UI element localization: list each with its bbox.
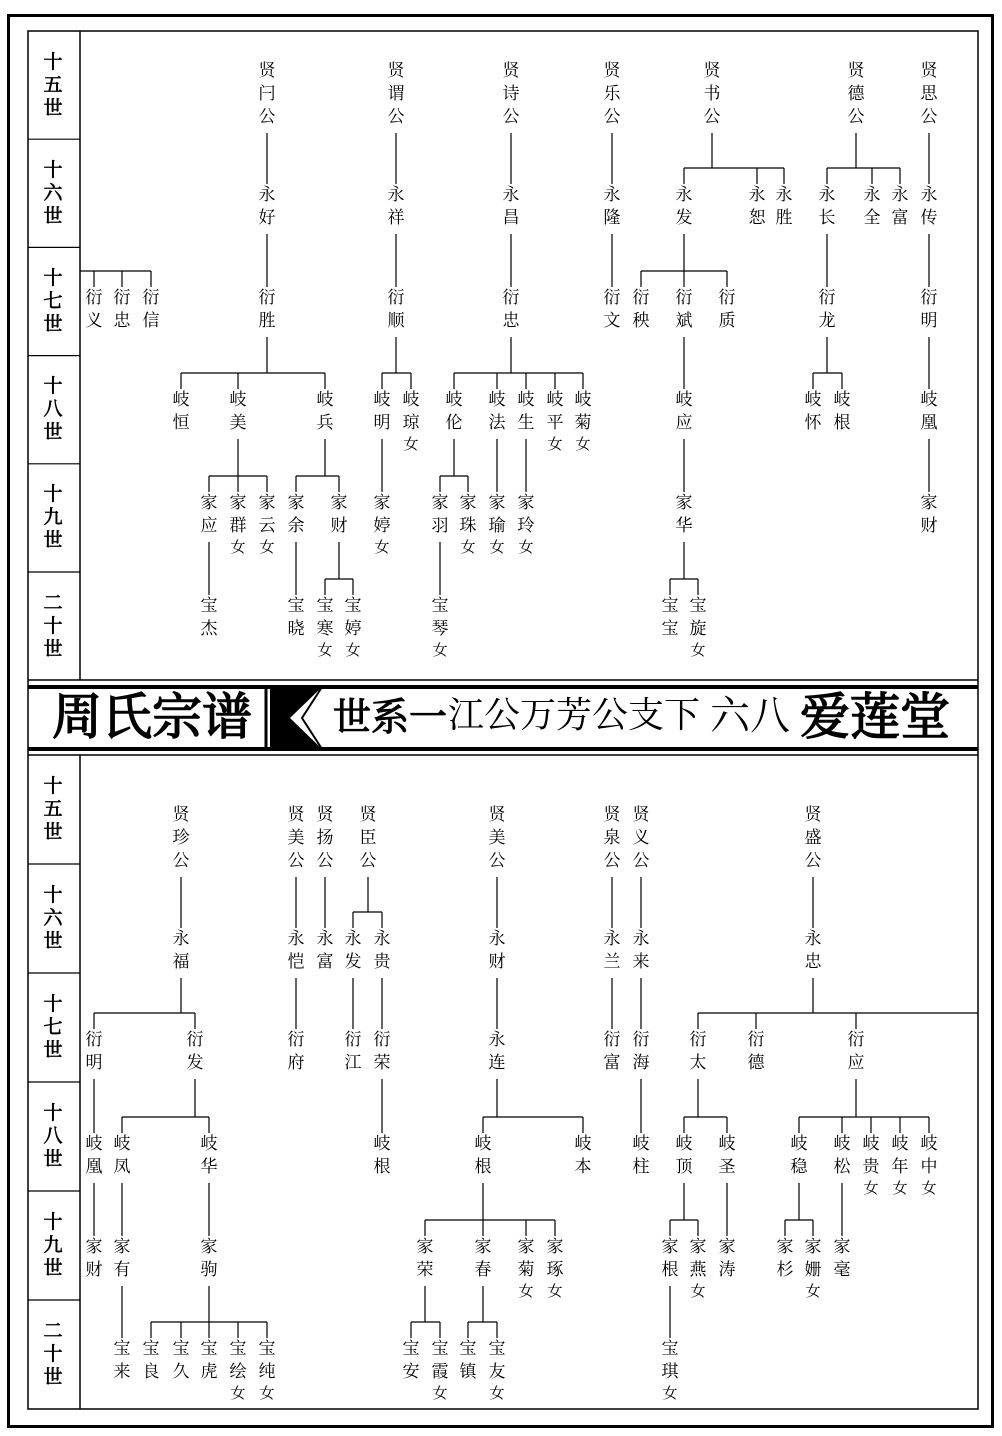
person-name — [604, 288, 621, 331]
person-name — [114, 288, 132, 331]
person-name-text: 家羽 — [431, 493, 449, 536]
person-name — [676, 288, 693, 331]
person-name-text: 衍发 — [186, 1030, 204, 1073]
person-name — [503, 61, 521, 127]
top-generation-label: 十 七 世 — [43, 267, 63, 335]
person-name-text: 家驹 — [200, 1237, 218, 1280]
top-generation-label: 十 六 世 — [43, 158, 63, 227]
person-name-text: 贤谓公 — [387, 61, 405, 127]
person-name — [489, 1339, 506, 1402]
person-name — [403, 1339, 420, 1382]
person-name — [143, 1339, 160, 1382]
person-name-text: 衍应 — [847, 1030, 865, 1073]
top-generation-label: 十 九 世 — [43, 483, 63, 552]
person-name — [201, 1237, 218, 1280]
person-name — [489, 390, 507, 433]
person-name — [604, 61, 622, 127]
person-name — [114, 1237, 131, 1280]
person-name — [518, 1237, 535, 1300]
person-name — [317, 596, 334, 659]
person-name-text: 家余 — [287, 493, 305, 536]
bottom-generation-label: 十 五 世 — [43, 775, 63, 843]
person-name-text: 家应 — [200, 493, 218, 536]
person-name — [173, 805, 191, 871]
person-name-text: 衍海 — [632, 1030, 650, 1073]
person-name — [230, 1339, 247, 1402]
person-name — [719, 288, 736, 331]
person-name-text: 宝宝 — [661, 596, 679, 639]
person-name — [489, 929, 506, 972]
person-name-text: 衍秧 — [632, 288, 650, 331]
person-name-text: 家华 — [675, 493, 693, 536]
person-name — [604, 929, 621, 972]
person-name — [848, 1030, 865, 1073]
person-name — [360, 805, 378, 871]
person-name — [201, 1339, 218, 1382]
person-name — [749, 185, 767, 228]
person-name — [834, 1134, 852, 1177]
person-name — [259, 493, 276, 556]
person-name-text: 家菊女 — [517, 1237, 535, 1300]
person-name-text: 衍富 — [603, 1030, 621, 1073]
person-name — [460, 493, 477, 556]
person-name-text: 岐本 — [574, 1134, 592, 1177]
person-name-text: 永祥 — [387, 185, 405, 228]
person-name-text: 宝久 — [172, 1339, 190, 1382]
person-name — [374, 1134, 391, 1177]
person-name-text: 衍质 — [718, 288, 736, 331]
person-name — [892, 1134, 909, 1197]
person-name — [604, 805, 622, 871]
person-name-text: 家春 — [474, 1237, 492, 1280]
person-name-text: 宝旋女 — [689, 596, 707, 659]
person-name — [690, 1237, 708, 1300]
top-generation-label: 十 八 世 — [43, 375, 63, 444]
person-name-text: 永发 — [344, 929, 362, 972]
person-name-text: 贤德公 — [847, 61, 865, 127]
person-name — [503, 185, 520, 228]
person-name — [230, 493, 247, 556]
person-name — [432, 596, 449, 659]
person-name — [86, 1237, 103, 1280]
person-name-text: 宝霞女 — [431, 1339, 449, 1402]
person-name-text: 岐根 — [833, 390, 851, 433]
person-name — [719, 1237, 736, 1280]
person-name — [173, 929, 190, 972]
person-name — [114, 1339, 131, 1382]
person-name — [201, 1134, 218, 1177]
person-name-text: 衍府 — [287, 1030, 305, 1073]
bottom-generation-label: 十 九 世 — [43, 1211, 63, 1279]
person-name-text: 永富 — [891, 185, 909, 228]
bottom-generation-label: 十 八 世 — [43, 1102, 63, 1170]
person-name-text: 宝纯女 — [258, 1339, 276, 1402]
person-name — [805, 390, 823, 433]
person-name — [575, 390, 592, 453]
person-name — [921, 61, 939, 127]
person-name-text: 永传 — [920, 185, 938, 228]
person-name — [704, 61, 722, 127]
person-name-text: 贤义公 — [632, 805, 650, 871]
person-name-text: 家有 — [113, 1237, 131, 1280]
person-name-text: 宝虎 — [200, 1339, 218, 1382]
person-name-text: 宝婷女 — [344, 596, 362, 659]
person-name-text: 家云女 — [258, 493, 276, 556]
person-name-text: 岐圣 — [718, 1134, 736, 1177]
person-name-text: 岐松 — [833, 1134, 851, 1177]
person-name-text: 家荣 — [416, 1237, 434, 1280]
person-name-text: 永长 — [818, 185, 836, 228]
person-name — [848, 61, 866, 127]
person-name-text: 家根 — [661, 1237, 679, 1280]
person-name-text: 贤美公 — [488, 805, 506, 871]
person-name-text: 岐应 — [675, 390, 693, 433]
person-name-text: 家财 — [85, 1237, 103, 1280]
person-name — [460, 1339, 478, 1382]
person-name — [921, 288, 938, 331]
bottom-generation-label: 二 十 世 — [43, 1320, 63, 1388]
person-name-text: 永福 — [172, 929, 190, 972]
branch-label: 江公万芳公支下 — [448, 695, 701, 736]
person-name-text: 贤盛公 — [804, 805, 822, 871]
person-name-text: 永胜 — [775, 185, 793, 228]
person-name — [633, 1134, 650, 1177]
person-name-text: 宝绘女 — [229, 1339, 247, 1402]
person-name-text: 贤诗公 — [502, 61, 520, 127]
person-name — [259, 185, 276, 228]
person-name — [921, 1134, 938, 1197]
person-name-text: 宝杰 — [200, 596, 218, 639]
person-name — [805, 1237, 822, 1300]
person-name — [374, 493, 391, 556]
person-name-text: 宝琴女 — [431, 596, 449, 659]
person-name-text: 岐恒 — [172, 390, 190, 433]
person-name-text: 岐平女 — [546, 390, 564, 453]
person-name-text: 家涛 — [718, 1237, 736, 1280]
person-name — [633, 288, 650, 331]
person-name-text: 永富 — [316, 929, 334, 972]
person-name — [805, 929, 823, 972]
person-name-text: 永全 — [863, 185, 881, 228]
person-name-text: 衍德 — [747, 1030, 765, 1073]
person-name-text: 衍江 — [344, 1030, 362, 1073]
person-name — [748, 1030, 766, 1073]
person-name-text: 衍明 — [920, 288, 938, 331]
person-name — [259, 1339, 276, 1402]
person-name-text: 岐中女 — [920, 1134, 938, 1197]
person-name-text: 家瑜女 — [488, 493, 506, 556]
person-name-text: 家毫 — [833, 1237, 851, 1280]
person-name — [633, 805, 651, 871]
person-name-text: 岐生 — [517, 390, 535, 433]
person-name — [575, 1134, 592, 1177]
person-name-text: 衍义 — [85, 288, 103, 331]
person-name-text: 贤珍公 — [172, 805, 190, 871]
person-name — [317, 390, 334, 433]
person-name — [259, 61, 277, 127]
person-name — [403, 390, 421, 453]
person-name — [819, 288, 836, 331]
person-name-text: 贤乐公 — [603, 61, 621, 127]
person-name — [921, 493, 938, 536]
person-name — [345, 929, 362, 972]
person-name — [547, 1237, 564, 1300]
person-name-text: 家婷女 — [373, 493, 391, 556]
person-name — [676, 1134, 694, 1177]
person-name — [86, 1030, 103, 1073]
person-name — [547, 390, 564, 453]
person-name — [676, 185, 693, 228]
person-name-text: 岐兵 — [316, 390, 334, 433]
person-name — [230, 390, 247, 433]
person-name-text: 岐顶 — [675, 1134, 693, 1177]
top-generation-label: 十 五 世 — [43, 50, 63, 119]
person-name — [690, 1030, 707, 1073]
person-name — [114, 1134, 131, 1177]
person-name-text: 岐菊女 — [574, 390, 592, 453]
person-name-text: 永连 — [488, 1030, 506, 1073]
person-name-text: 岐稳 — [790, 1134, 808, 1177]
person-name-text: 永好 — [258, 185, 276, 228]
person-name-text: 家燕女 — [689, 1237, 707, 1300]
person-name-text: 衍忠 — [502, 288, 520, 331]
person-name — [518, 493, 535, 556]
person-name — [288, 805, 306, 871]
person-name — [288, 493, 305, 536]
person-name — [921, 390, 938, 433]
person-name-text: 岐凰 — [85, 1134, 103, 1177]
person-name — [719, 1134, 736, 1177]
person-name — [446, 390, 463, 433]
person-name-text: 衍太 — [689, 1030, 707, 1073]
person-name — [345, 596, 362, 659]
person-name-text: 衍顺 — [387, 288, 405, 331]
person-name — [317, 929, 334, 972]
person-name — [374, 929, 392, 972]
person-name-text: 贤臣公 — [359, 805, 377, 871]
person-name-text: 衍荣 — [373, 1030, 391, 1073]
person-name-text: 永发 — [675, 185, 693, 228]
person-name-text: 衍忠 — [113, 288, 131, 331]
person-name — [432, 1339, 449, 1402]
person-name — [791, 1134, 809, 1177]
person-name-text: 岐凰 — [920, 390, 938, 433]
person-name — [388, 288, 406, 331]
person-name — [288, 596, 305, 639]
person-name-text: 宝友女 — [488, 1339, 506, 1402]
person-name-text: 衍胜 — [258, 288, 276, 331]
person-name-text: 岐法 — [488, 390, 506, 433]
person-name — [345, 1030, 362, 1073]
person-name — [662, 1339, 680, 1402]
series-label: 世系一 — [333, 695, 448, 739]
person-name — [892, 185, 909, 228]
person-name-text: 永隆 — [603, 185, 621, 228]
person-name-text: 宝来 — [113, 1339, 131, 1382]
person-name-text: 永来 — [632, 929, 650, 972]
person-name — [518, 390, 535, 433]
person-name-text: 永昌 — [502, 185, 520, 228]
person-name-text: 衍信 — [142, 288, 160, 331]
person-name-text: 宝琪女 — [661, 1339, 679, 1402]
person-name — [776, 185, 793, 228]
person-name-text: 岐年女 — [891, 1134, 909, 1197]
person-name — [863, 1134, 881, 1197]
person-name — [187, 1030, 204, 1073]
person-name-text: 永财 — [488, 929, 506, 972]
person-name — [921, 185, 938, 228]
person-name-text: 贤思公 — [920, 61, 938, 127]
person-name-text: 岐美 — [229, 390, 247, 433]
person-name-text: 贤闩公 — [258, 61, 276, 127]
person-name — [489, 1030, 506, 1073]
person-name — [503, 288, 521, 331]
person-name — [143, 288, 160, 331]
person-name-text: 家玲女 — [517, 493, 535, 556]
person-name — [834, 1237, 851, 1280]
person-name — [834, 390, 851, 433]
person-name — [201, 596, 219, 639]
person-name-text: 宝寒女 — [316, 596, 334, 659]
person-name — [805, 805, 823, 871]
person-name — [317, 805, 335, 871]
person-name — [86, 288, 103, 331]
person-name — [662, 1237, 679, 1280]
person-name-text: 岐伦 — [445, 390, 463, 433]
person-name-text: 宝良 — [142, 1339, 160, 1382]
person-name — [432, 493, 449, 536]
top-generation-label: 二 十 世 — [43, 591, 63, 660]
person-name — [374, 1030, 391, 1073]
person-name-text: 永兰 — [603, 929, 621, 972]
person-name-text: 家姗女 — [804, 1237, 822, 1300]
person-name — [331, 493, 348, 536]
person-name-text: 衍明 — [85, 1030, 103, 1073]
person-name — [676, 390, 693, 433]
person-name-text: 衍斌 — [675, 288, 693, 331]
person-name — [475, 1134, 492, 1177]
person-name-text: 岐明 — [373, 390, 391, 433]
person-name — [288, 1030, 305, 1073]
person-name — [489, 805, 507, 871]
person-name-text: 家杉 — [776, 1237, 794, 1280]
person-name-text: 家财 — [330, 493, 348, 536]
person-name-text: 宝安 — [402, 1339, 420, 1382]
person-name — [374, 390, 391, 433]
person-name-text: 宝镇 — [459, 1339, 477, 1382]
person-name-text: 家珠女 — [459, 493, 477, 556]
bottom-generation-label: 十 六 世 — [43, 884, 63, 952]
person-name-text: 贤书公 — [703, 61, 721, 127]
person-name — [288, 929, 305, 972]
person-name-text: 贤美公 — [287, 805, 305, 871]
person-name-text: 岐贵女 — [862, 1134, 880, 1197]
bottom-generation-label: 十 七 世 — [43, 993, 63, 1061]
person-name-text: 永恕 — [748, 185, 766, 228]
person-name — [475, 1237, 492, 1280]
person-name — [173, 1339, 190, 1382]
person-name — [86, 1134, 103, 1177]
person-name-text: 岐琼女 — [402, 390, 420, 453]
person-name-text: 岐华 — [200, 1134, 218, 1177]
person-name-text: 衍文 — [603, 288, 621, 331]
person-name — [388, 185, 405, 228]
person-name-text: 岐凤 — [113, 1134, 131, 1177]
person-name — [201, 493, 218, 536]
person-name — [604, 1030, 621, 1073]
person-name-text: 家财 — [920, 493, 938, 536]
person-name — [633, 929, 650, 972]
person-name-text: 家群女 — [229, 493, 247, 556]
person-name — [604, 185, 621, 228]
person-name-text: 岐柱 — [632, 1134, 650, 1177]
person-name-text: 衍龙 — [818, 288, 836, 331]
person-name-text: 永贵 — [373, 929, 391, 972]
person-name — [676, 493, 693, 536]
person-name-text: 家琢女 — [546, 1237, 564, 1300]
person-name — [417, 1237, 434, 1280]
person-name-text: 贤泉公 — [603, 805, 621, 871]
person-name — [388, 61, 406, 127]
person-name — [173, 390, 190, 433]
person-name — [864, 185, 881, 228]
person-name — [662, 596, 679, 639]
person-name-text: 永恺 — [287, 929, 305, 972]
person-name — [819, 185, 836, 228]
page-number: 六八 — [710, 693, 790, 739]
person-name — [690, 596, 707, 659]
hall-name: 爱莲堂 — [800, 688, 950, 746]
person-name-text: 永忠 — [804, 929, 822, 972]
person-name-text: 岐根 — [474, 1134, 492, 1177]
person-name — [489, 493, 506, 556]
book-title: 周氏宗谱 — [52, 688, 252, 746]
person-name-text: 岐怀 — [804, 390, 822, 433]
person-name — [259, 288, 276, 331]
person-name-text: 贤扬公 — [316, 805, 334, 871]
person-name-text: 岐根 — [373, 1134, 391, 1177]
person-name — [777, 1237, 794, 1280]
person-name — [633, 1030, 650, 1073]
person-name-text: 宝晓 — [287, 596, 305, 639]
